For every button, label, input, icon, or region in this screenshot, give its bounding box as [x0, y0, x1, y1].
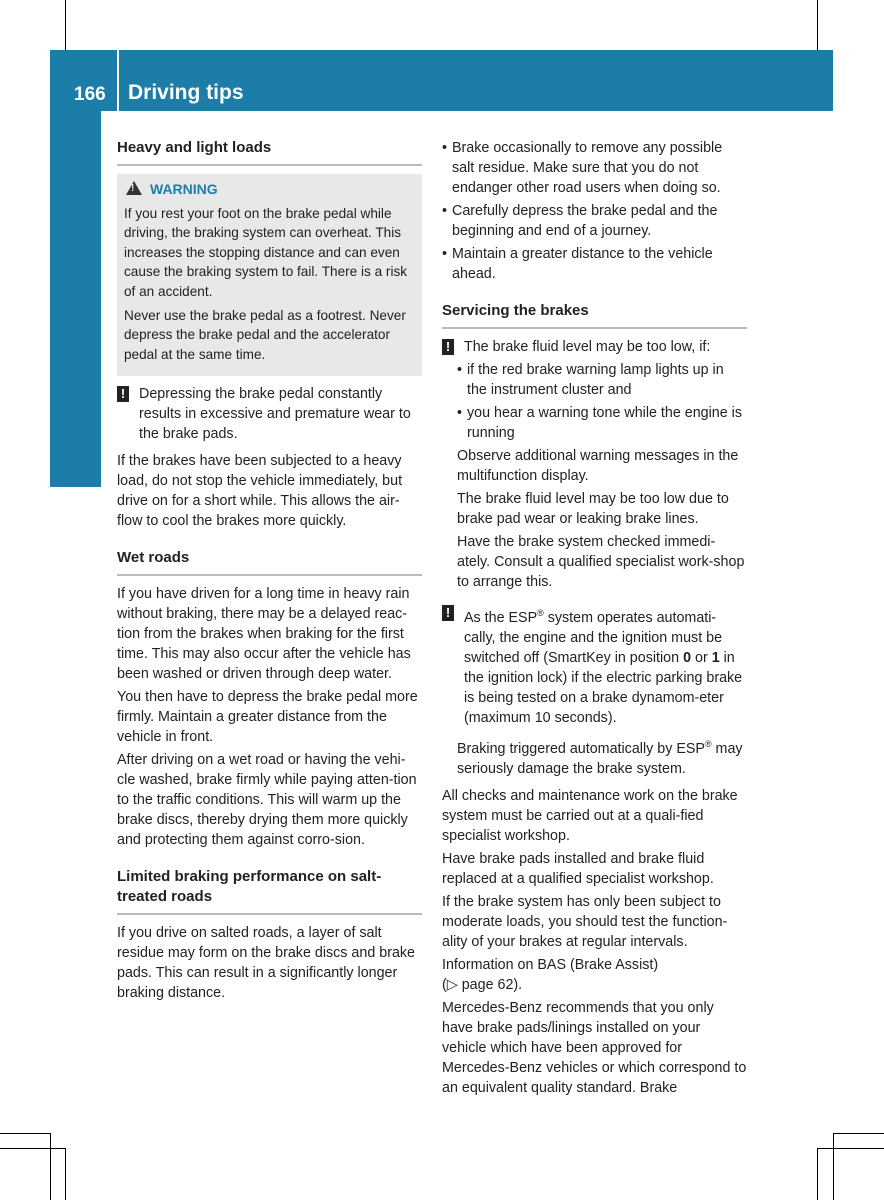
list-item: • Carefully depress the brake pedal and the beginning and end of a journey. [442, 203, 718, 239]
paragraph: After driving on a wet road or having the vehi-cle washed, brake firmly while paying atten-tion to the traffic conditions. This will warm up the brake discs, thereby drying them more quickly and protecting them against corro-sion. [117, 752, 417, 849]
warning-text: Never use the brake pedal as a footrest. Never depress the brake pedal and the accelerator pedal at the same time. [124, 307, 406, 362]
paragraph: Observe additional warning messages in the multifunction display. [457, 448, 739, 484]
crop-mark [817, 1148, 884, 1149]
crop-mark [0, 1148, 65, 1149]
paragraph: You then have to depress the brake pedal more firmly. Maintain a greater distance from the vehicle in front. [117, 689, 418, 746]
paragraph: Information on BAS (Brake Assist) [442, 956, 659, 973]
crop-mark [833, 1133, 884, 1134]
paragraph: Have brake pads installed and brake fluid replaced at a qualified specialist workshop. [442, 850, 714, 887]
right-column [442, 138, 747, 1101]
warning-triangle-icon [126, 181, 142, 195]
paragraph: If you drive on salted roads, a layer of salt residue may form on the brake discs and brake pads. This can result in a significantly longer braking distance. [117, 925, 416, 1002]
crop-mark [817, 0, 818, 50]
warning-header [124, 180, 415, 200]
paragraph: Braking triggered automatically by ESP® may seriously damage the brake system. [457, 738, 743, 777]
left-column [117, 138, 422, 1006]
heading-servicing: Servicing the brakes [442, 301, 747, 329]
heading-heavy-loads: Heavy and light loads [117, 138, 422, 166]
crop-mark [65, 0, 66, 50]
warning-text: If you rest your foot on the brake pedal while driving, the braking system can overheat. This increases the stopping distance and can even cause the braking system to fail. There is a risk of an accident. [124, 205, 408, 299]
crop-mark [833, 1133, 834, 1200]
exclamation-icon: ! [117, 386, 129, 402]
note [442, 603, 747, 731]
side-tab-label: Driving and parking [64, 237, 87, 435]
section-title: Driving tips [128, 81, 244, 104]
crop-mark [817, 1148, 818, 1200]
paragraph: If you have driven for a long time in heavy rain without braking, there may be a delayed reac-tion from the brakes when braking for the first time. This may also occur after the vehicle has been washed or driven through deep water. [117, 586, 411, 683]
exclamation-icon: ! [442, 605, 454, 621]
paragraph: If the brakes have been subjected to a heavy load, do not stop the vehicle immediately, but drive on for a short while. This allows the air-flow to cool the brakes more quickly. [117, 453, 403, 530]
note [117, 384, 422, 447]
paragraph: Have the brake system checked immedi-ately. Consult a qualified specialist work-shop to arrange this. [457, 534, 745, 590]
note [442, 337, 747, 360]
list-item: • Brake occasionally to remove any possible salt residue. Make sure that you do not endanger other road users when doing so. [442, 140, 723, 196]
list-item: • Maintain a greater distance to the vehicle ahead. [442, 246, 713, 282]
crop-mark [65, 1148, 66, 1200]
note-text: Depressing the brake pedal constantly results in excessive and premature wear to the brake pads. [139, 386, 411, 443]
list-item: • if the red brake warning lamp lights up in the instrument cluster and [457, 362, 724, 398]
warning-box [117, 174, 422, 376]
list-item: • you hear a warning tone while the engine is running [457, 405, 742, 441]
page-number: 166 [74, 84, 106, 105]
paragraph: All checks and maintenance work on the brake system must be carried out at a quali-fied specialist workshop. [442, 787, 738, 844]
header-divider [117, 50, 119, 111]
crop-mark [50, 1133, 51, 1200]
heading-wet-roads: Wet roads [117, 548, 422, 576]
paragraph: The brake fluid level may be too low due to brake pad wear or leaking brake lines. [457, 491, 729, 527]
warning-label: WARNING [150, 181, 218, 197]
exclamation-icon: ! [442, 339, 454, 355]
note-text: The brake fluid level may be too low, if: [464, 339, 711, 355]
heading-limited-braking: Limited braking performance on salt-treated roads [117, 867, 422, 915]
crop-mark [0, 1133, 50, 1134]
paragraph: If the brake system has only been subject to moderate loads, you should test the function-ality of your brakes at regular intervals. [442, 893, 728, 950]
page-reference-link[interactable]: (▷ page 62). [442, 976, 523, 993]
note-text: As the ESP® system operates automati-cally, the engine and the ignition must be switched off (SmartKey in position 0 or 1 in the ignition lock) if the electric parking brake is being tested on a brake dynamom-eter (maximum 10 seconds). [464, 608, 743, 726]
paragraph: Mercedes-Benz recommends that you only have brake pads/linings installed on your vehicle which have been approved for Mercedes-Benz vehicles or which correspond to an equivalent quality standard. Brake [442, 999, 747, 1096]
